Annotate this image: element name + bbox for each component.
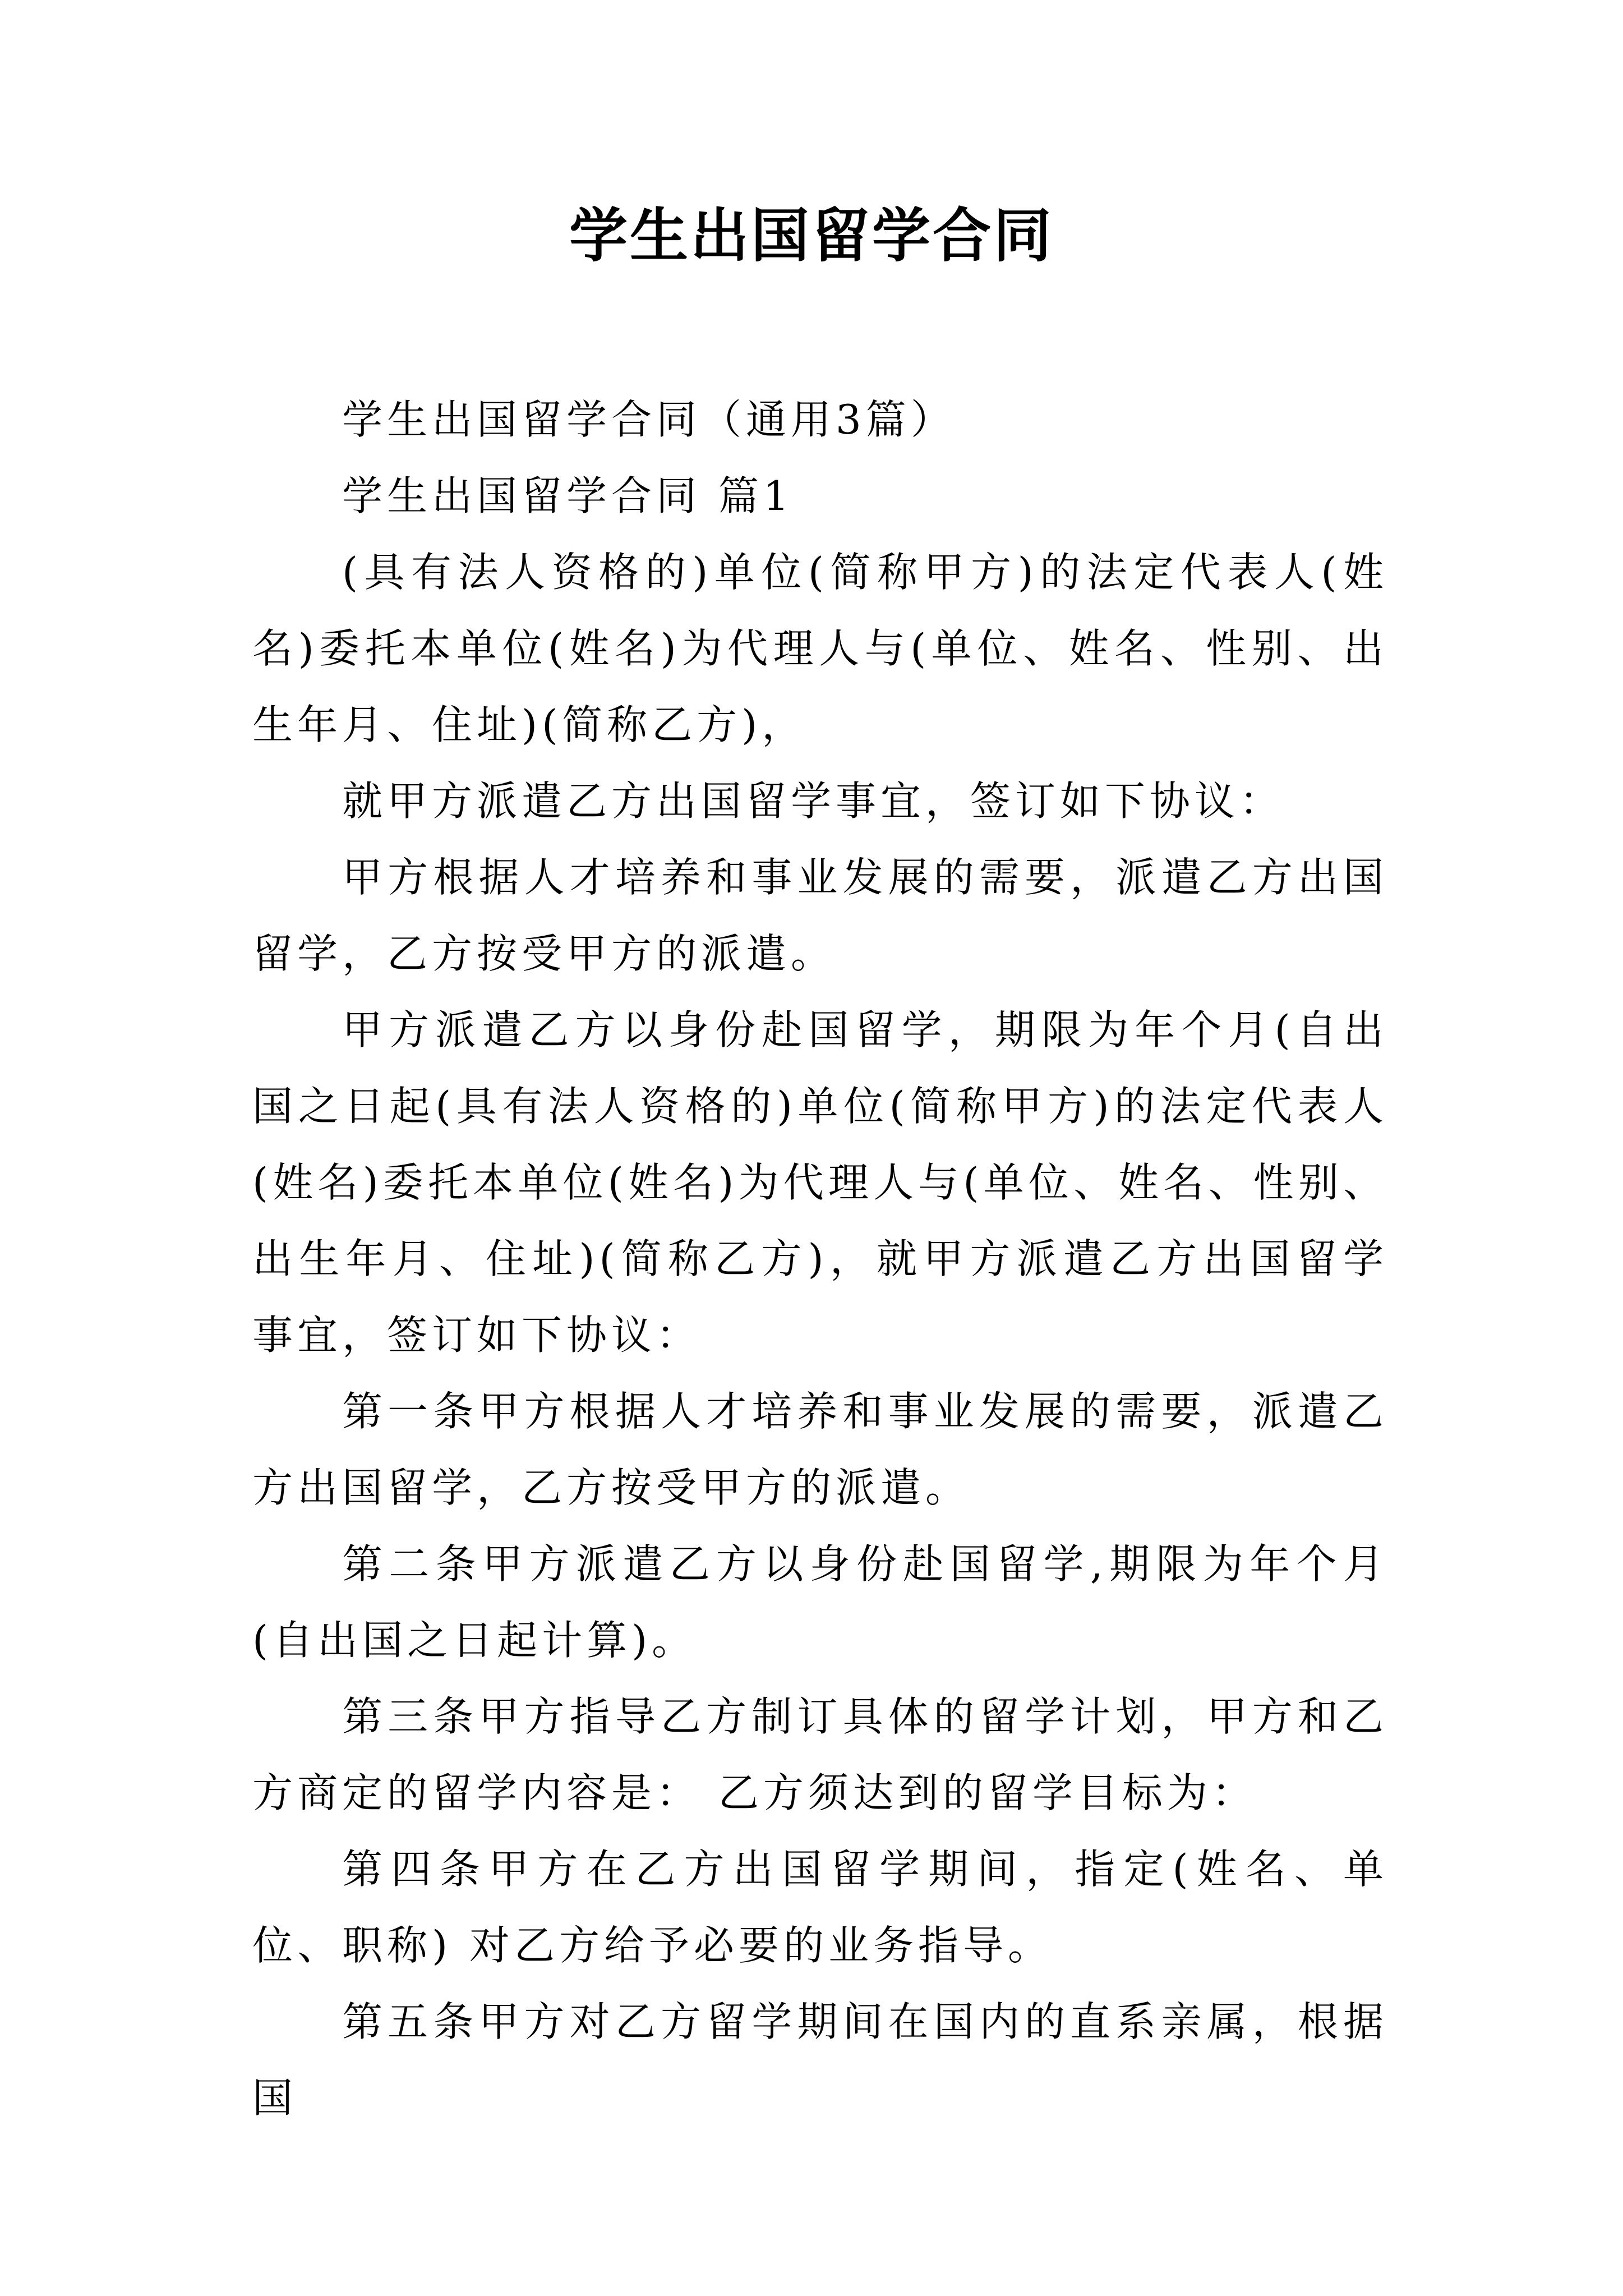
paragraph-subtitle: 学生出国留学合同（通用3篇） — [342, 396, 956, 443]
paragraph-dispatch-purpose: 甲方根据人才培养和事业发展的需要，派遣乙方出国留学，乙方按受甲方的派遣。 — [252, 854, 1388, 977]
paragraph-parties: (具有法人资格的)单位(简称甲方)的法定代表人(姓名)委托本单位(姓名)为代理人与(单位、姓名、性别、出生年月、住址)(简称乙方)， — [252, 549, 1388, 748]
paragraph-article-2: 第二条甲方派遣乙方以身份赴国留学,期限为年个月(自出国之日起计算)。 — [252, 1540, 1388, 1664]
document-title: 学生出国留学合同 — [569, 201, 1054, 270]
paragraph-agreement-intro: 就甲方派遣乙方出国留学事宜，签订如下协议： — [342, 777, 1285, 825]
paragraph-article-4: 第四条甲方在乙方出国留学期间，指定(姓名、单位、职称) 对乙方给予必要的业务指导。 — [252, 1846, 1388, 1969]
paragraph-section-heading: 学生出国留学合同 篇1 — [342, 472, 794, 519]
paragraph-article-1: 第一条甲方根据人才培养和事业发展的需要，派遣乙方出国留学，乙方按受甲方的派遣。 — [252, 1388, 1388, 1511]
paragraph-article-5: 第五条甲方对乙方留学期间在国内的直系亲属，根据国 — [252, 1998, 1388, 2122]
paragraph-dispatch-term: 甲方派遣乙方以身份赴国留学，期限为年个月(自出国之日起(具有法人资格的)单位(简称甲方)的法定代表人(姓名)委托本单位(姓名)为代理人与(单位、姓名、性别、出生年月、住址)(简称乙方)，就甲方派遣乙方出国留学事宜，签订如下协议： — [252, 1006, 1388, 1359]
document-body — [252, 381, 1388, 2136]
paragraph-article-3: 第三条甲方指导乙方制订具体的留学计划，甲方和乙方商定的留学内容是： 乙方须达到的留学目标为： — [252, 1693, 1388, 1816]
